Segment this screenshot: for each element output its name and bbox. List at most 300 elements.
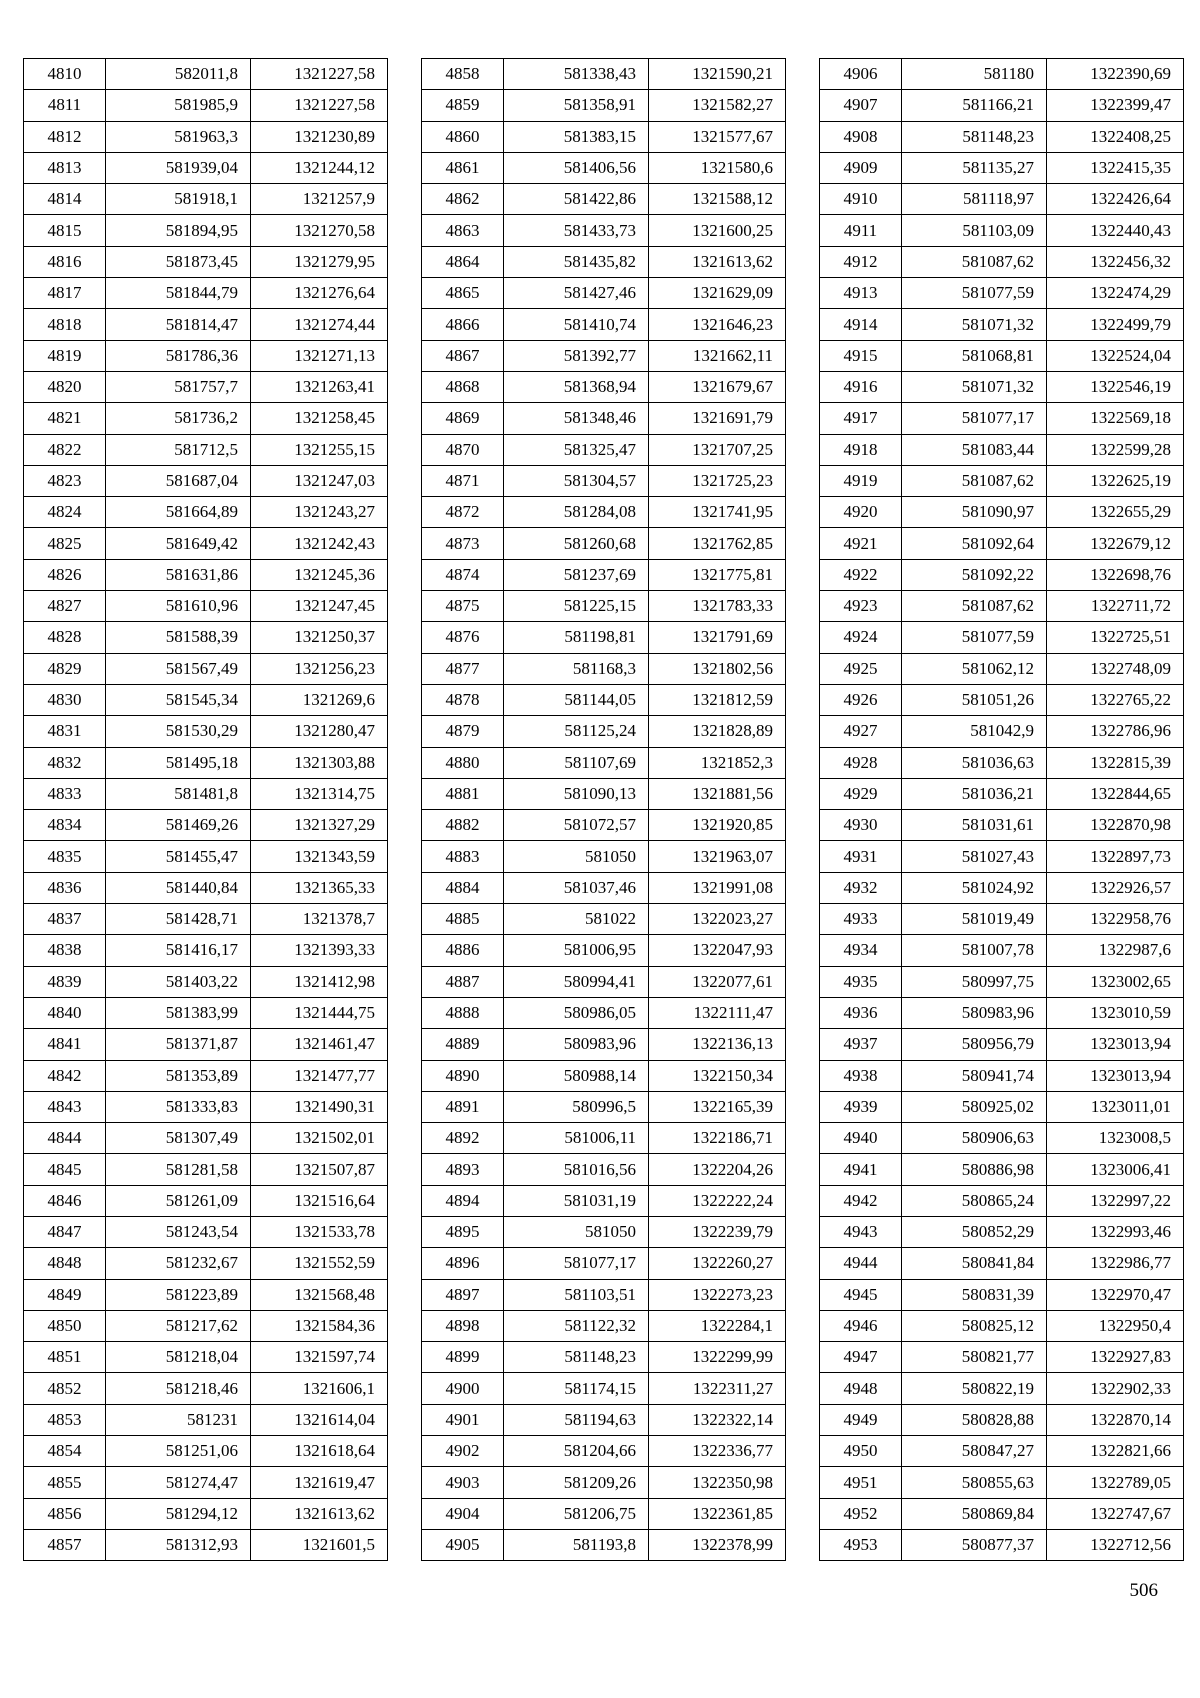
point-number-cell: 4837: [24, 904, 106, 935]
point-number-cell: 4915: [820, 340, 902, 371]
point-number-cell: 4912: [820, 246, 902, 277]
point-number-cell: 4842: [24, 1060, 106, 1091]
y-coordinate-cell: 1321516,64: [251, 1185, 388, 1216]
table-row: [24, 810, 388, 841]
point-number-cell: 4866: [422, 309, 504, 340]
table-row: [24, 1123, 388, 1154]
x-coordinate-cell: 581481,8: [106, 778, 251, 809]
table-row: [422, 778, 786, 809]
point-number-cell: 4872: [422, 497, 504, 528]
x-coordinate-cell: 581083,44: [902, 434, 1047, 465]
table-row: [24, 1529, 388, 1560]
table-row: [24, 403, 388, 434]
point-number-cell: 4845: [24, 1154, 106, 1185]
y-coordinate-cell: 1322747,67: [1047, 1498, 1184, 1529]
point-number-cell: 4873: [422, 528, 504, 559]
y-coordinate-cell: 1322712,56: [1047, 1529, 1184, 1560]
point-number-cell: 4930: [820, 810, 902, 841]
y-coordinate-cell: 1321247,03: [251, 465, 388, 496]
table-row: [422, 997, 786, 1028]
table-row: [422, 841, 786, 872]
x-coordinate-cell: 581077,59: [902, 278, 1047, 309]
y-coordinate-cell: 1322299,99: [649, 1342, 786, 1373]
x-coordinate-cell: 581333,83: [106, 1091, 251, 1122]
x-coordinate-cell: 580925,02: [902, 1091, 1047, 1122]
y-coordinate-cell: 1321343,59: [251, 841, 388, 872]
x-coordinate-cell: 581007,78: [902, 935, 1047, 966]
point-number-cell: 4940: [820, 1123, 902, 1154]
table-row: [820, 152, 1184, 183]
y-coordinate-cell: 1323013,94: [1047, 1029, 1184, 1060]
table-row: [24, 1436, 388, 1467]
y-coordinate-cell: 1321533,78: [251, 1216, 388, 1247]
table-row: [820, 1123, 1184, 1154]
table-row: [24, 465, 388, 496]
point-number-cell: 4860: [422, 121, 504, 152]
point-number-cell: 4943: [820, 1216, 902, 1247]
table-row: [422, 371, 786, 402]
y-coordinate-cell: 1321568,48: [251, 1279, 388, 1310]
table-row: [24, 497, 388, 528]
x-coordinate-cell: 580941,74: [902, 1060, 1047, 1091]
point-number-cell: 4831: [24, 716, 106, 747]
table-row: [820, 716, 1184, 747]
table-row: [820, 1029, 1184, 1060]
point-number-cell: 4895: [422, 1216, 504, 1247]
x-coordinate-cell: 581016,56: [504, 1154, 649, 1185]
point-number-cell: 4952: [820, 1498, 902, 1529]
point-number-cell: 4869: [422, 403, 504, 434]
x-coordinate-cell: 581050: [504, 841, 649, 872]
table-row: [820, 684, 1184, 715]
table-row: [820, 559, 1184, 590]
x-coordinate-cell: 581071,32: [902, 309, 1047, 340]
table-row: [820, 622, 1184, 653]
y-coordinate-cell: 1322077,61: [649, 966, 786, 997]
y-coordinate-cell: 1321691,79: [649, 403, 786, 434]
y-coordinate-cell: 1323013,94: [1047, 1060, 1184, 1091]
point-number-cell: 4909: [820, 152, 902, 183]
y-coordinate-cell: 1323010,59: [1047, 997, 1184, 1028]
point-number-cell: 4882: [422, 810, 504, 841]
table-row: [422, 559, 786, 590]
x-coordinate-cell: 581198,81: [504, 622, 649, 653]
table-row: [820, 1310, 1184, 1341]
point-number-cell: 4934: [820, 935, 902, 966]
table-row: [422, 1373, 786, 1404]
point-number-cell: 4877: [422, 653, 504, 684]
y-coordinate-cell: 1322748,09: [1047, 653, 1184, 684]
point-number-cell: 4880: [422, 747, 504, 778]
y-coordinate-cell: 1321707,25: [649, 434, 786, 465]
point-number-cell: 4941: [820, 1154, 902, 1185]
table-row: [422, 1529, 786, 1560]
point-number-cell: 4871: [422, 465, 504, 496]
y-coordinate-cell: 1321227,58: [251, 90, 388, 121]
table-row: [820, 215, 1184, 246]
point-number-cell: 4948: [820, 1373, 902, 1404]
table-row: [820, 184, 1184, 215]
point-number-cell: 4904: [422, 1498, 504, 1529]
table-row: [24, 1342, 388, 1373]
point-number-cell: 4823: [24, 465, 106, 496]
point-number-cell: 4836: [24, 872, 106, 903]
point-number-cell: 4829: [24, 653, 106, 684]
table-row: [820, 497, 1184, 528]
x-coordinate-cell: 581027,43: [902, 841, 1047, 872]
y-coordinate-cell: 1322378,99: [649, 1529, 786, 1560]
y-coordinate-cell: 1322426,64: [1047, 184, 1184, 215]
x-coordinate-cell: 581225,15: [504, 591, 649, 622]
point-number-cell: 4834: [24, 810, 106, 841]
point-number-cell: 4847: [24, 1216, 106, 1247]
y-coordinate-cell: 1321725,23: [649, 465, 786, 496]
table-row: [422, 1436, 786, 1467]
table-row: [422, 152, 786, 183]
x-coordinate-cell: 581631,86: [106, 559, 251, 590]
table-row: [422, 215, 786, 246]
point-number-cell: 4921: [820, 528, 902, 559]
table-row: [422, 121, 786, 152]
table-row: [24, 1467, 388, 1498]
table-row: [422, 810, 786, 841]
x-coordinate-cell: 581223,89: [106, 1279, 251, 1310]
point-number-cell: 4894: [422, 1185, 504, 1216]
y-coordinate-cell: 1321258,45: [251, 403, 388, 434]
table-row: [820, 653, 1184, 684]
point-number-cell: 4830: [24, 684, 106, 715]
point-number-cell: 4832: [24, 747, 106, 778]
point-number-cell: 4828: [24, 622, 106, 653]
point-number-cell: 4936: [820, 997, 902, 1028]
x-coordinate-cell: 581435,82: [504, 246, 649, 277]
y-coordinate-cell: 1323006,41: [1047, 1154, 1184, 1185]
y-coordinate-cell: 1321619,47: [251, 1467, 388, 1498]
x-coordinate-cell: 581422,86: [504, 184, 649, 215]
x-coordinate-cell: 581371,87: [106, 1029, 251, 1060]
y-coordinate-cell: 1321552,59: [251, 1248, 388, 1279]
y-coordinate-cell: 1322970,47: [1047, 1279, 1184, 1310]
y-coordinate-cell: 1322023,27: [649, 904, 786, 935]
x-coordinate-cell: 580983,96: [902, 997, 1047, 1028]
y-coordinate-cell: 1322986,77: [1047, 1248, 1184, 1279]
y-coordinate-cell: 1321802,56: [649, 653, 786, 684]
point-number-cell: 4875: [422, 591, 504, 622]
point-number-cell: 4835: [24, 841, 106, 872]
table-row: [24, 904, 388, 935]
point-number-cell: 4859: [422, 90, 504, 121]
x-coordinate-cell: 581712,5: [106, 434, 251, 465]
table-row: [422, 904, 786, 935]
table-row: [820, 403, 1184, 434]
point-number-cell: 4891: [422, 1091, 504, 1122]
x-coordinate-cell: 581261,09: [106, 1185, 251, 1216]
point-number-cell: 4890: [422, 1060, 504, 1091]
point-number-cell: 4946: [820, 1310, 902, 1341]
y-coordinate-cell: 1321365,33: [251, 872, 388, 903]
x-coordinate-cell: 581687,04: [106, 465, 251, 496]
point-number-cell: 4924: [820, 622, 902, 653]
point-number-cell: 4910: [820, 184, 902, 215]
y-coordinate-cell: 1322524,04: [1047, 340, 1184, 371]
table-row: [820, 872, 1184, 903]
table-row: [422, 716, 786, 747]
x-coordinate-cell: 581051,26: [902, 684, 1047, 715]
table-row: [820, 465, 1184, 496]
x-coordinate-cell: 581037,46: [504, 872, 649, 903]
y-coordinate-cell: 1321274,44: [251, 309, 388, 340]
table-row: [820, 810, 1184, 841]
y-coordinate-cell: 1322765,22: [1047, 684, 1184, 715]
x-coordinate-cell: 581218,04: [106, 1342, 251, 1373]
y-coordinate-cell: 1322958,76: [1047, 904, 1184, 935]
y-coordinate-cell: 1322789,05: [1047, 1467, 1184, 1498]
x-coordinate-cell: 581368,94: [504, 371, 649, 402]
point-number-cell: 4889: [422, 1029, 504, 1060]
x-coordinate-cell: 581077,17: [902, 403, 1047, 434]
x-coordinate-cell: 580831,39: [902, 1279, 1047, 1310]
x-coordinate-cell: 581312,93: [106, 1529, 251, 1560]
y-coordinate-cell: 1321314,75: [251, 778, 388, 809]
table-row: [820, 309, 1184, 340]
table-row: [422, 1498, 786, 1529]
y-coordinate-cell: 1322408,25: [1047, 121, 1184, 152]
table-row: [422, 1310, 786, 1341]
y-coordinate-cell: 1321477,77: [251, 1060, 388, 1091]
table-row: [820, 528, 1184, 559]
y-coordinate-cell: 1322222,24: [649, 1185, 786, 1216]
table-row: [24, 59, 388, 90]
point-number-cell: 4922: [820, 559, 902, 590]
x-coordinate-cell: 581231: [106, 1404, 251, 1435]
x-coordinate-cell: 581427,46: [504, 278, 649, 309]
x-coordinate-cell: 581358,91: [504, 90, 649, 121]
point-number-cell: 4892: [422, 1123, 504, 1154]
point-number-cell: 4878: [422, 684, 504, 715]
point-number-cell: 4814: [24, 184, 106, 215]
table-row: [422, 1091, 786, 1122]
table-row: [24, 778, 388, 809]
y-coordinate-cell: 1321629,09: [649, 278, 786, 309]
table-row: [422, 278, 786, 309]
table-row: [24, 434, 388, 465]
table-row: [24, 1091, 388, 1122]
y-coordinate-cell: 1321263,41: [251, 371, 388, 402]
x-coordinate-cell: 580869,84: [902, 1498, 1047, 1529]
point-number-cell: 4816: [24, 246, 106, 277]
x-coordinate-cell: 581433,73: [504, 215, 649, 246]
x-coordinate-cell: 581403,22: [106, 966, 251, 997]
point-number-cell: 4852: [24, 1373, 106, 1404]
table-row: [422, 1060, 786, 1091]
table-row: [24, 1060, 388, 1091]
x-coordinate-cell: 581036,21: [902, 778, 1047, 809]
y-coordinate-cell: 1321378,7: [251, 904, 388, 935]
table-row: [820, 278, 1184, 309]
x-coordinate-cell: 581251,06: [106, 1436, 251, 1467]
y-coordinate-cell: 1321250,37: [251, 622, 388, 653]
table-row: [820, 1467, 1184, 1498]
point-number-cell: 4893: [422, 1154, 504, 1185]
x-coordinate-cell: 581844,79: [106, 278, 251, 309]
x-coordinate-cell: 581090,97: [902, 497, 1047, 528]
table-row: [422, 935, 786, 966]
point-number-cell: 4854: [24, 1436, 106, 1467]
x-coordinate-cell: 581428,71: [106, 904, 251, 935]
table-row: [820, 1529, 1184, 1560]
x-coordinate-cell: 581918,1: [106, 184, 251, 215]
y-coordinate-cell: 1321588,12: [649, 184, 786, 215]
table-row: [422, 747, 786, 778]
point-number-cell: 4919: [820, 465, 902, 496]
x-coordinate-cell: 581148,23: [902, 121, 1047, 152]
table-row: [820, 1279, 1184, 1310]
point-number-cell: 4908: [820, 121, 902, 152]
x-coordinate-cell: 581122,32: [504, 1310, 649, 1341]
point-number-cell: 4827: [24, 591, 106, 622]
table-row: [24, 184, 388, 215]
y-coordinate-cell: 1322725,51: [1047, 622, 1184, 653]
y-coordinate-cell: 1322474,29: [1047, 278, 1184, 309]
y-coordinate-cell: 1321991,08: [649, 872, 786, 903]
y-coordinate-cell: 1321255,15: [251, 434, 388, 465]
x-coordinate-cell: 580841,84: [902, 1248, 1047, 1279]
point-number-cell: 4813: [24, 152, 106, 183]
point-number-cell: 4902: [422, 1436, 504, 1467]
table-row: [820, 1185, 1184, 1216]
table-row: [422, 1342, 786, 1373]
point-number-cell: 4868: [422, 371, 504, 402]
table-row: [422, 1248, 786, 1279]
x-coordinate-cell: 581019,49: [902, 904, 1047, 935]
table-row: [820, 1373, 1184, 1404]
y-coordinate-cell: 1322415,35: [1047, 152, 1184, 183]
table-row: [422, 1185, 786, 1216]
table-row: [422, 653, 786, 684]
y-coordinate-cell: 1322815,39: [1047, 747, 1184, 778]
x-coordinate-cell: 581194,63: [504, 1404, 649, 1435]
table-row: [820, 371, 1184, 402]
point-number-cell: 4918: [820, 434, 902, 465]
y-coordinate-cell: 1322679,12: [1047, 528, 1184, 559]
x-coordinate-cell: 581022: [504, 904, 649, 935]
x-coordinate-cell: 581325,47: [504, 434, 649, 465]
point-number-cell: 4933: [820, 904, 902, 935]
point-number-cell: 4927: [820, 716, 902, 747]
point-number-cell: 4826: [24, 559, 106, 590]
y-coordinate-cell: 1322047,93: [649, 935, 786, 966]
x-coordinate-cell: 581209,26: [504, 1467, 649, 1498]
table-row: [24, 1498, 388, 1529]
x-coordinate-cell: 581087,62: [902, 591, 1047, 622]
point-number-cell: 4911: [820, 215, 902, 246]
point-number-cell: 4899: [422, 1342, 504, 1373]
point-number-cell: 4926: [820, 684, 902, 715]
x-coordinate-cell: 581077,59: [902, 622, 1047, 653]
x-coordinate-cell: 581068,81: [902, 340, 1047, 371]
point-number-cell: 4853: [24, 1404, 106, 1435]
table-row: [820, 747, 1184, 778]
y-coordinate-cell: 1321920,85: [649, 810, 786, 841]
y-coordinate-cell: 1321303,88: [251, 747, 388, 778]
table-row: [820, 1404, 1184, 1435]
point-number-cell: 4929: [820, 778, 902, 809]
y-coordinate-cell: 1321762,85: [649, 528, 786, 559]
y-coordinate-cell: 1321243,27: [251, 497, 388, 528]
point-number-cell: 4901: [422, 1404, 504, 1435]
point-number-cell: 4935: [820, 966, 902, 997]
y-coordinate-cell: 1322361,85: [649, 1498, 786, 1529]
y-coordinate-cell: 1322870,14: [1047, 1404, 1184, 1435]
point-number-cell: 4945: [820, 1279, 902, 1310]
page-number: 506: [1129, 1580, 1158, 1601]
x-coordinate-cell: 581062,12: [902, 653, 1047, 684]
y-coordinate-cell: 1322440,43: [1047, 215, 1184, 246]
table-row: [24, 653, 388, 684]
table-row: [820, 1091, 1184, 1122]
y-coordinate-cell: 1322165,39: [649, 1091, 786, 1122]
y-coordinate-cell: 1321276,64: [251, 278, 388, 309]
table-row: [24, 90, 388, 121]
point-number-cell: 4858: [422, 59, 504, 90]
x-coordinate-cell: 581092,22: [902, 559, 1047, 590]
x-coordinate-cell: 581260,68: [504, 528, 649, 559]
table-row: [820, 1248, 1184, 1279]
point-number-cell: 4949: [820, 1404, 902, 1435]
y-coordinate-cell: 1321600,25: [649, 215, 786, 246]
y-coordinate-cell: 1321245,36: [251, 559, 388, 590]
table-row: [820, 935, 1184, 966]
table-row: [24, 152, 388, 183]
y-coordinate-cell: 1321247,45: [251, 591, 388, 622]
table-row: [422, 684, 786, 715]
y-coordinate-cell: 1322902,33: [1047, 1373, 1184, 1404]
y-coordinate-cell: 1322311,27: [649, 1373, 786, 1404]
point-number-cell: 4822: [24, 434, 106, 465]
y-coordinate-cell: 1321791,69: [649, 622, 786, 653]
x-coordinate-cell: 581072,57: [504, 810, 649, 841]
table-row: [422, 465, 786, 496]
y-coordinate-cell: 1322897,73: [1047, 841, 1184, 872]
y-coordinate-cell: 1322698,76: [1047, 559, 1184, 590]
x-coordinate-cell: 581440,84: [106, 872, 251, 903]
table-row: [422, 246, 786, 277]
x-coordinate-cell: 581383,15: [504, 121, 649, 152]
table-row: [24, 1248, 388, 1279]
y-coordinate-cell: 1321613,62: [649, 246, 786, 277]
table-row: [820, 966, 1184, 997]
y-coordinate-cell: 1321646,23: [649, 309, 786, 340]
x-coordinate-cell: 581204,66: [504, 1436, 649, 1467]
y-coordinate-cell: 1321577,67: [649, 121, 786, 152]
table-row: [24, 246, 388, 277]
table-row: [24, 935, 388, 966]
point-number-cell: 4855: [24, 1467, 106, 1498]
x-coordinate-cell: 581144,05: [504, 684, 649, 715]
y-coordinate-cell: 1321828,89: [649, 716, 786, 747]
table-row: [24, 371, 388, 402]
y-coordinate-cell: 1321679,67: [649, 371, 786, 402]
table-row: [422, 1029, 786, 1060]
point-number-cell: 4833: [24, 778, 106, 809]
point-number-cell: 4916: [820, 371, 902, 402]
y-coordinate-cell: 1321618,64: [251, 1436, 388, 1467]
x-coordinate-cell: 581274,47: [106, 1467, 251, 1498]
y-coordinate-cell: 1321606,1: [251, 1373, 388, 1404]
x-coordinate-cell: 580994,41: [504, 966, 649, 997]
y-coordinate-cell: 1322599,28: [1047, 434, 1184, 465]
y-coordinate-cell: 1322926,57: [1047, 872, 1184, 903]
